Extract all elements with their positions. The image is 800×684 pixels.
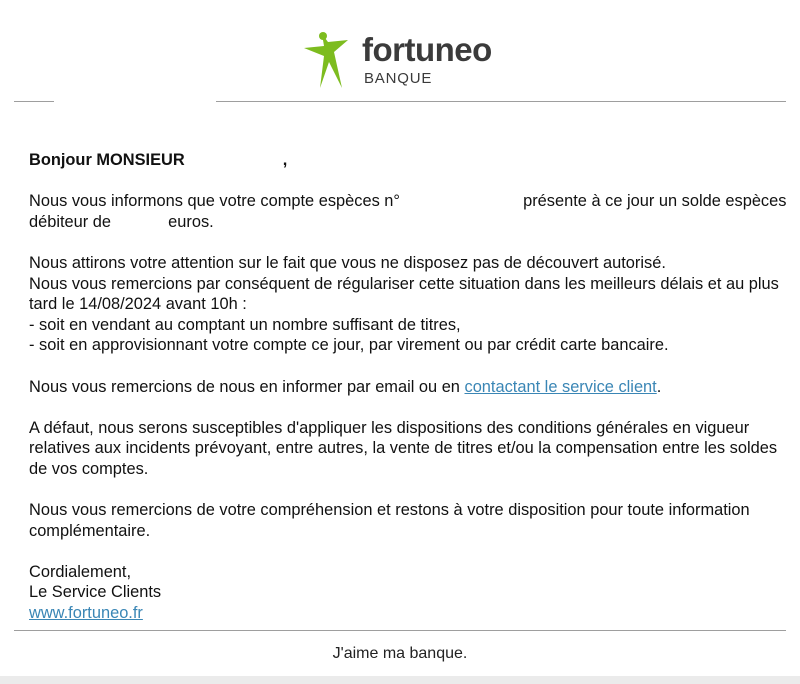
paragraph-default: A défaut, nous serons susceptibles d'appliquer les dispositions des conditions générales en vigueur relatives aux incidents prévoyant, entre autres, la vente de titres et/ou la compensation entre les soldes de vos comptes. (29, 418, 778, 478)
p2-line2: Nous vous remercions par conséquent de régulariser cette situation dans les meilleurs délais et au plus tard le 14/08/2024 avant 10h : (29, 274, 779, 314)
p2-bullet1: - soit en vendant au comptant un nombre suffisant de titres, (29, 315, 461, 334)
email-header (0, 0, 800, 102)
footer-band (0, 676, 800, 684)
footer-tagline: J'aime ma banque. (332, 645, 468, 662)
p3-end: . (656, 377, 662, 396)
website-link[interactable]: www.fortuneo.fr (29, 604, 143, 623)
p1-start: Nous vous informons que votre compte espèces n° (29, 192, 400, 211)
p2-bullet2: - soit en approvisionnant votre compte ce jour, par virement ou par crédit carte bancaire. (29, 336, 669, 355)
header-divider-right (216, 101, 786, 102)
closing: Cordialement, (29, 562, 132, 581)
star-logo-icon (302, 30, 356, 90)
footer-divider (14, 630, 786, 631)
email-body (29, 150, 789, 624)
greeting-comma: , (282, 151, 288, 169)
signature: Le Service Clients (29, 583, 162, 602)
p2-line1: Nous attirons votre attention sur le fait que vous ne disposez pas de découvert autorisé. (29, 253, 666, 272)
paragraph-thanks: Nous vous remercions de votre compréhension et restons à votre disposition pour toute information complémentaire. (29, 501, 750, 540)
p1-end: euros. (168, 212, 214, 231)
header-divider-left (14, 101, 54, 102)
logo-subtitle: BANQUE (364, 70, 433, 87)
contact-service-client-link[interactable]: contactant le service client (464, 377, 657, 396)
paragraph-account (29, 191, 789, 232)
logo-wordmark: fortuneo (362, 31, 492, 68)
greeting-line (29, 150, 789, 171)
fortuneo-logo (302, 30, 502, 94)
p3-start: Nous vous remercions de nous en informer par email ou en (29, 377, 460, 396)
greeting: Bonjour MONSIEUR (29, 151, 185, 169)
p1-mid: présente à ce jour un solde espèces débiteur de (29, 192, 787, 231)
paragraph-contact (29, 377, 789, 398)
